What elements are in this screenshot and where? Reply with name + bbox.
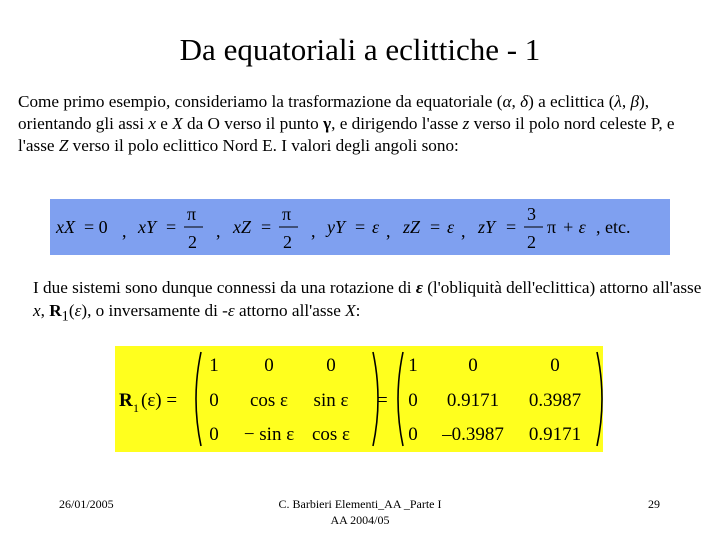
left-paren xyxy=(398,352,403,446)
equals-sign: = xyxy=(377,390,388,411)
numeric-matrix-cell-r1c3: 0 xyxy=(550,355,560,376)
angles-formula xyxy=(50,199,670,255)
symbolic-matrix-cell-r3c3: cos ε xyxy=(311,424,351,445)
slide-title: Da equatoriali a eclittiche - 1 xyxy=(179,32,541,67)
numeric-matrix-cell-r1c1: 1 xyxy=(408,355,418,376)
separator-comma: , xyxy=(461,221,466,241)
rotation-matrix-formula xyxy=(115,346,603,452)
angle-yY-label: yY xyxy=(327,217,345,237)
fraction-denominator: 2 xyxy=(188,232,197,252)
axis-X: X xyxy=(172,114,183,133)
separator-comma: , xyxy=(122,221,127,241)
footer-page-number: 29 xyxy=(648,497,660,511)
angle-xX-value: = 0 xyxy=(84,217,108,237)
fraction-numerator: 3 xyxy=(527,204,536,224)
intro-text: e xyxy=(155,114,173,133)
fraction-numerator-pi: π xyxy=(187,204,197,224)
intro-text: , xyxy=(511,92,521,111)
rotation-text: , xyxy=(40,301,50,320)
equals-sign: = xyxy=(355,217,366,237)
symbolic-matrix-cell-r1c2: 0 xyxy=(264,355,274,376)
intro-text: verso il polo eclittico Nord E. I valori degli angoli sono: xyxy=(68,136,459,155)
epsilon-symbol: ε xyxy=(74,301,82,320)
axis-x: x xyxy=(33,301,41,320)
gamma-symbol: γ xyxy=(323,114,332,133)
symbolic-matrix-cell-r3c2: − sin ε xyxy=(243,424,295,445)
intro-text: da O verso il punto xyxy=(182,114,324,133)
right-paren xyxy=(597,352,602,446)
symbolic-matrix-cell-r2c1: 0 xyxy=(209,390,219,411)
matrix-R-symbol: R xyxy=(119,390,133,411)
rotation-paragraph xyxy=(33,276,703,328)
pi-symbol: π xyxy=(547,217,557,237)
fraction-denominator: 2 xyxy=(283,232,292,252)
numeric-matrix-cell-r2c3: 0.3987 xyxy=(528,390,582,411)
fraction-denominator: 2 xyxy=(527,232,536,252)
left-paren xyxy=(196,352,201,446)
intro-text: , xyxy=(621,92,631,111)
fraction-numerator-pi: π xyxy=(282,204,292,224)
angle-xX-label: xX xyxy=(56,217,75,237)
beta-symbol: β xyxy=(630,92,640,111)
rotation-text: : xyxy=(355,301,361,320)
rotation-text: ), o inversamente di - xyxy=(81,301,228,320)
alpha-symbol: α xyxy=(502,92,512,111)
rotation-matrix-symbol: R xyxy=(49,301,62,320)
epsilon-symbol: ε xyxy=(372,217,380,237)
angles-formula-box xyxy=(50,199,670,255)
equals-sign: = xyxy=(506,217,517,237)
separator-comma: , xyxy=(386,221,391,241)
separator-comma: , xyxy=(216,221,221,241)
epsilon-symbol: ε xyxy=(415,278,423,297)
separator-comma: , xyxy=(311,221,316,241)
delta-symbol: δ xyxy=(520,92,529,111)
equals-sign: = xyxy=(430,217,441,237)
symbolic-matrix-cell-r1c1: 1 xyxy=(209,355,219,376)
intro-text: verso il polo nord celeste P, e l'asse xyxy=(18,114,675,155)
intro-paragraph xyxy=(18,91,708,157)
axis-Z: Z xyxy=(58,136,69,155)
numeric-matrix-cell-r3c3: 0.9171 xyxy=(528,424,582,445)
numeric-matrix-cell-r2c2: 0.9171 xyxy=(446,390,500,411)
numeric-matrix-cell-r1c2: 0 xyxy=(468,355,478,376)
equals-sign: = xyxy=(261,217,272,237)
symbolic-matrix-cell-r3c1: 0 xyxy=(209,424,219,445)
matrix-argument: (ε) = xyxy=(141,390,178,411)
intro-text: Come primo esempio, consideriamo la trasformazione da equatoriale ( xyxy=(18,92,503,111)
symbolic-matrix-cell-r2c3: sin ε xyxy=(313,390,349,411)
numeric-matrix-cell-r3c2: –0.3987 xyxy=(442,424,504,445)
rotation-text: attorno all'asse xyxy=(234,301,346,320)
rotation-text: (l'obliquità dell'eclittica) attorno all'asse xyxy=(422,278,702,297)
symbolic-matrix-cell-r1c3: 0 xyxy=(326,355,336,376)
lambda-symbol: λ xyxy=(614,92,622,111)
rotation-matrix-subscript: 1 xyxy=(61,308,69,325)
footer-date: 26/01/2005 xyxy=(59,497,114,511)
rotation-text: ( xyxy=(68,301,75,320)
matrix-R-subscript: 1 xyxy=(133,401,139,415)
etc-label: , etc. xyxy=(596,217,631,237)
plus-epsilon: + ε xyxy=(562,217,586,237)
angle-zY-label: zY xyxy=(478,217,496,237)
angle-zZ-label: zZ xyxy=(403,217,421,237)
equals-sign: = xyxy=(166,217,177,237)
footer-author xyxy=(240,496,480,528)
epsilon-symbol: ε xyxy=(447,217,455,237)
intro-text: , e dirigendo l'asse xyxy=(331,114,463,133)
angle-xY-label: xY xyxy=(138,217,156,237)
numeric-matrix-cell-r2c1: 0 xyxy=(408,390,418,411)
symbolic-matrix-cell-r2c2: cos ε xyxy=(249,390,289,411)
numeric-matrix-cell-r3c1: 0 xyxy=(408,424,418,445)
footer-author-line2: AA 2004/05 xyxy=(330,513,390,527)
intro-text: ), orientando gli assi xyxy=(18,92,650,133)
angle-xZ-label: xZ xyxy=(233,217,251,237)
axis-z: z xyxy=(462,114,470,133)
rotation-text: I due sistemi sono dunque connessi da una rotazione di xyxy=(33,278,416,297)
footer-author-line1: C. Barbieri Elementi_AA _Parte I xyxy=(278,497,442,511)
axis-x: x xyxy=(148,114,156,133)
rotation-matrix-box xyxy=(115,346,603,452)
intro-text: ) a eclittica ( xyxy=(528,92,615,111)
epsilon-symbol: ε xyxy=(227,301,235,320)
axis-X: X xyxy=(345,301,356,320)
